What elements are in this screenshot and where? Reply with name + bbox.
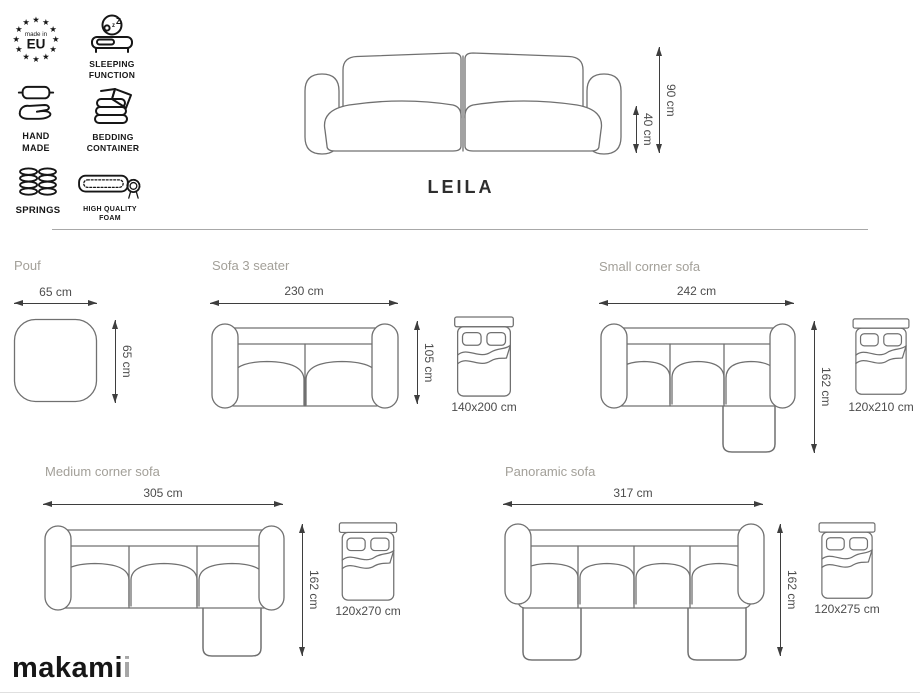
brand-logo-accent: i <box>123 652 132 684</box>
variant-label-3seater: Sofa 3 seater <box>212 258 290 273</box>
badge-label: HAND MADE <box>22 131 50 153</box>
svg-text:★: ★ <box>49 24 57 35</box>
brand-logo-main: makami <box>12 652 124 684</box>
badge-springs <box>8 166 68 217</box>
variant-label-pouf: Pouf <box>14 258 41 273</box>
high-quality-foam-icon <box>76 170 144 200</box>
pouf-top-view <box>13 318 98 403</box>
badge-label: SPRINGS <box>15 205 61 216</box>
small-corner-width-dim: 242 cm <box>676 284 717 298</box>
badge-label: SLEEPING FUNCTION <box>88 59 136 81</box>
panoramic-top-view <box>503 520 766 662</box>
bottom-border <box>0 692 920 693</box>
brand-logo <box>12 652 132 685</box>
svg-text:★: ★ <box>15 24 23 35</box>
3seater-bed-dim: 140x200 cm <box>451 400 517 414</box>
panoramic-depth-arrow <box>780 524 781 656</box>
panoramic-bed-icon <box>817 521 877 601</box>
small-corner-depth-arrow <box>814 321 815 453</box>
variant-label-small-corner: Small corner sofa <box>599 259 701 274</box>
svg-text:★: ★ <box>42 51 50 62</box>
svg-text:Z: Z <box>116 17 121 26</box>
3seater-width-dim: 230 cm <box>284 284 324 298</box>
pouf-width-dim: 65 cm <box>39 285 72 299</box>
3seater-depth-dim: 105 cm <box>422 342 436 383</box>
small-corner-depth-dim: 162 cm <box>819 367 833 407</box>
svg-text:★: ★ <box>22 51 30 62</box>
svg-text:★: ★ <box>32 14 40 25</box>
medium-corner-width-arrow <box>43 504 283 505</box>
small-corner-bed-icon <box>851 317 911 397</box>
badge-hand-made <box>8 84 64 154</box>
panoramic-width-arrow <box>503 504 763 505</box>
badge-high-quality-foam <box>74 170 146 223</box>
medium-corner-bed-icon <box>337 521 399 603</box>
svg-text:★: ★ <box>12 34 20 45</box>
panoramic-width-dim: 317 cm <box>613 486 653 500</box>
hand-made-icon <box>15 84 57 126</box>
medium-corner-top-view <box>43 520 286 658</box>
small-corner-width-arrow <box>599 303 794 304</box>
svg-text:★: ★ <box>15 44 23 54</box>
small-corner-bed-dim: 120x210 cm <box>848 400 914 414</box>
pouf-depth-arrow <box>115 320 116 403</box>
medium-corner-depth-dim: 162 cm <box>307 570 321 610</box>
svg-text:★: ★ <box>32 53 40 64</box>
3seater-width-arrow <box>210 303 398 304</box>
medium-corner-bed-dim: 120x270 cm <box>335 604 401 618</box>
made-in-text: made in <box>24 30 48 38</box>
product-title: LEILA <box>427 177 495 197</box>
badge-label: HIGH QUALITY FOAM <box>83 206 137 223</box>
svg-text:★: ★ <box>52 34 60 45</box>
panoramic-depth-dim: 162 cm <box>785 570 799 610</box>
bedding-container-icon <box>91 85 135 127</box>
panoramic-bed-dim: 120x275 cm <box>814 602 880 616</box>
pouf-depth-dim: 65 cm <box>120 345 134 378</box>
medium-corner-depth-arrow <box>302 524 303 656</box>
eu-text: EU <box>26 36 46 52</box>
hero-sofa-front-view <box>303 44 623 156</box>
hero-seat-height-dim: 40 cm <box>641 113 655 146</box>
seat-height-arrow <box>636 106 637 153</box>
3seater-bed-icon <box>452 315 516 399</box>
hero-height-dim: 90 cm <box>664 83 678 117</box>
variant-label-panoramic: Panoramic sofa <box>505 464 596 479</box>
height-arrow <box>659 47 660 153</box>
small-corner-top-view <box>599 318 797 454</box>
3seater-depth-arrow <box>417 321 418 404</box>
sleeping-function-icon <box>90 14 134 54</box>
made-in-eu-icon <box>11 13 61 65</box>
3seater-top-view <box>210 318 400 410</box>
svg-text:z: z <box>112 23 115 29</box>
svg-text:★: ★ <box>49 44 57 54</box>
variant-label-medium-corner: Medium corner sofa <box>45 464 160 479</box>
pouf-width-arrow <box>14 303 97 304</box>
medium-corner-width-dim: 305 cm <box>143 486 183 500</box>
badge-made-in-eu <box>10 13 62 65</box>
badge-sleeping-function <box>80 14 144 81</box>
svg-text:★: ★ <box>42 16 50 27</box>
svg-text:★: ★ <box>22 16 30 27</box>
divider <box>52 229 868 230</box>
badge-label: BEDDING CONTAINER <box>86 132 140 154</box>
springs-icon <box>16 166 60 200</box>
badge-bedding-container <box>80 85 146 154</box>
